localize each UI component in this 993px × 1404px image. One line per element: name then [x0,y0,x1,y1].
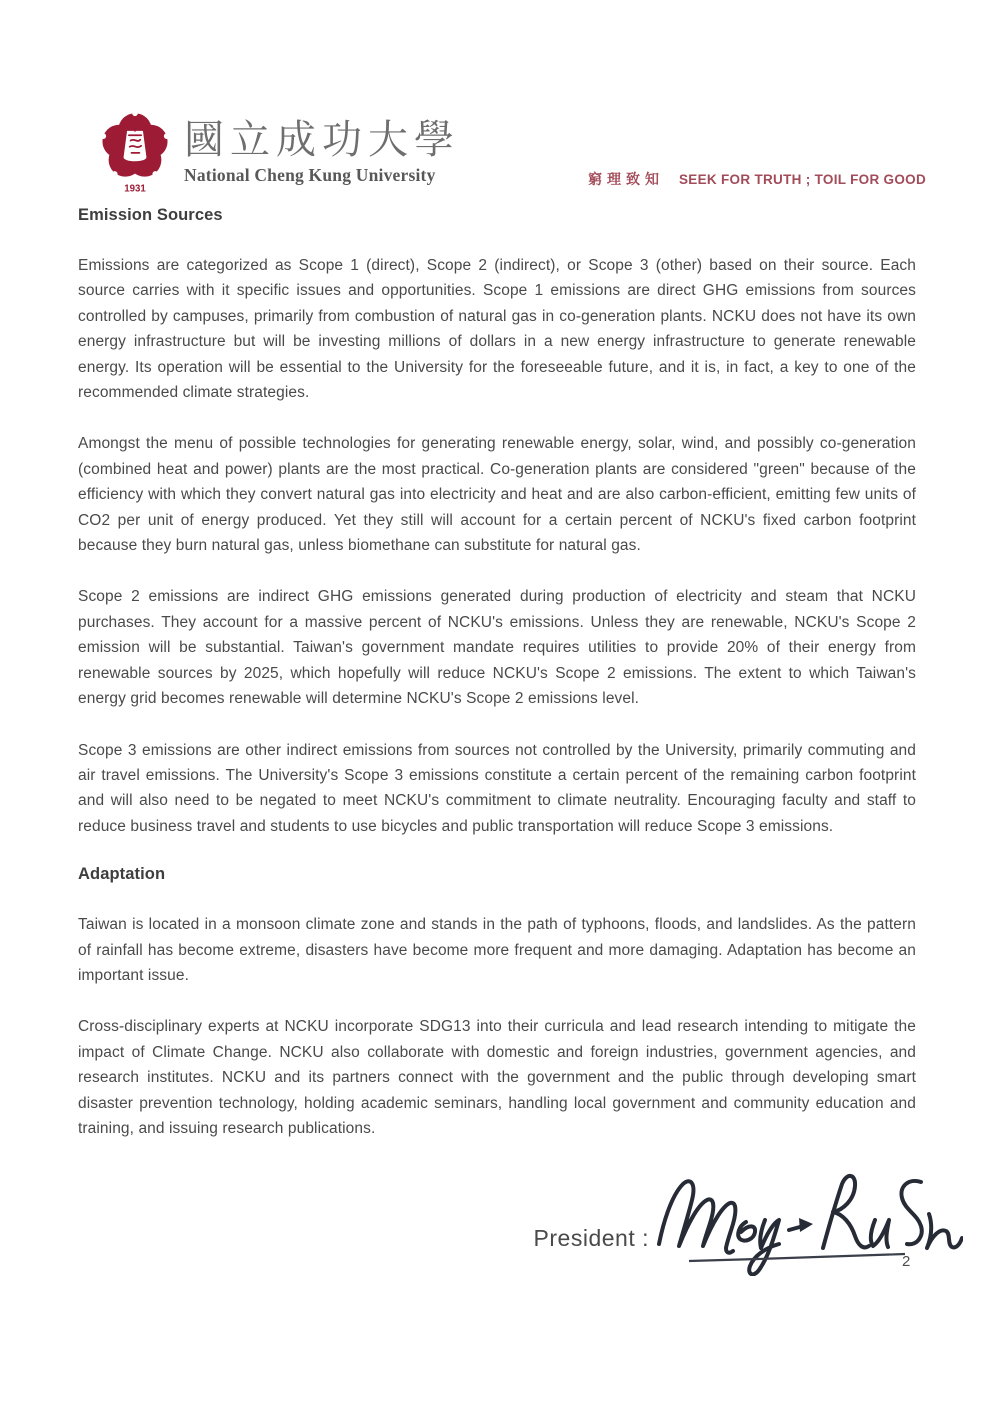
university-name-en: National Cheng Kung University [184,165,436,185]
president-label: President : [533,1225,649,1251]
page-number: 2 [902,1253,911,1270]
section-heading: Adaptation [78,865,166,884]
motto-zh: 窮理致知 [588,171,664,187]
signature-ink-blot [799,1218,813,1232]
section-adaptation [78,865,916,1141]
founded-year: 1931 [124,183,146,195]
section-heading: Emission Sources [78,206,223,224]
university-logo [92,108,460,196]
president-signature [653,1172,963,1276]
university-motto [588,169,926,189]
paragraph: Cross-disciplinary experts at NCKU incorporate SDG13 into their curricula and lead research intending to mitigate the impact of Climate Change. NCKU also collaborate with domestic and foreign industries, government agencies, and research institutes. NCKU and its partners connect with the government and the public through developing smart disaster prevention technology, holding academic seminars, handling local government and community education and training, and issuing research publications. [78,1018,916,1137]
paragraph: Emissions are categorized as Scope 1 (direct), Scope 2 (indirect), or Scope 3 (other) based on their source. Each source carries with it specific issues and opportunities. Scope 1 emissions are direct GHG emissions from sources controlled by campuses, primarily from combustion of natural gas in co-generation plants. NCKU does not have its own energy infrastructure but will be investing millions of dollars in a new energy infrastructure to generate renewable energy. Its operation will be essential to the University for the foreseeable future, and it is, in fact, a key to one of the recommended climate strategies. [78,257,916,402]
paragraph: Amongst the menu of possible technologies for generating renewable energy, solar, wind, and possibly co-generation (combined heat and power) plants are the most practical. Co-generation plants are considered "green" because of the efficiency with which they convert natural gas into electricity and heat and are also carbon-efficient, emitting few units of CO2 per unit of energy produced. Yet they still will account for a certain percent of NCKU's fixed carbon footprint because they burn natural gas, unless biomethane can substitute for natural gas. [78,435,916,555]
section-emission-sources [78,206,916,839]
university-name-block [184,108,460,186]
paragraph: Scope 2 emissions are indirect GHG emissions generated during production of electricity and steam that NCKU purchases. They account for a massive percent of NCKU's emissions. Unless they are renewable, NCKU's Scope 2 emission will be substantial. Taiwan's government mandate requires utilities to provide 20% of their energy from renewable sources by 2025, which hopefully will reduce NCKU's Scope 2 emissions. The extent to which Taiwan's energy grid becomes renewable will determine NCKU's Scope 2 emissions level. [78,588,916,708]
signature-block [534,1172,963,1276]
plum-blossom-icon [92,108,178,196]
paragraph: Taiwan is located in a monsoon climate zone and stands in the path of typhoons, floods, and landslides. As the pattern of rainfall has become extreme, disasters have become more frequent and more damaging. Adaptation has become an important issue. [78,916,916,984]
document-body [78,206,916,1167]
paragraph: Scope 3 emissions are other indirect emissions from sources not controlled by the University, primarily commuting and air travel emissions. The University's Scope 3 emissions constitute a certain percent of the remaining carbon footprint and will also need to be negated to meet NCKU's commitment to climate neutrality. Encouraging faculty and staff to reduce business travel and students to use bicycles and public transportation will reduce Scope 3 emissions. [78,741,916,835]
signature-underline [689,1254,905,1261]
university-name-zh: 國立成功大學 [184,118,460,162]
motto-en: SEEK FOR TRUTH ; TOIL FOR GOOD [679,172,927,187]
